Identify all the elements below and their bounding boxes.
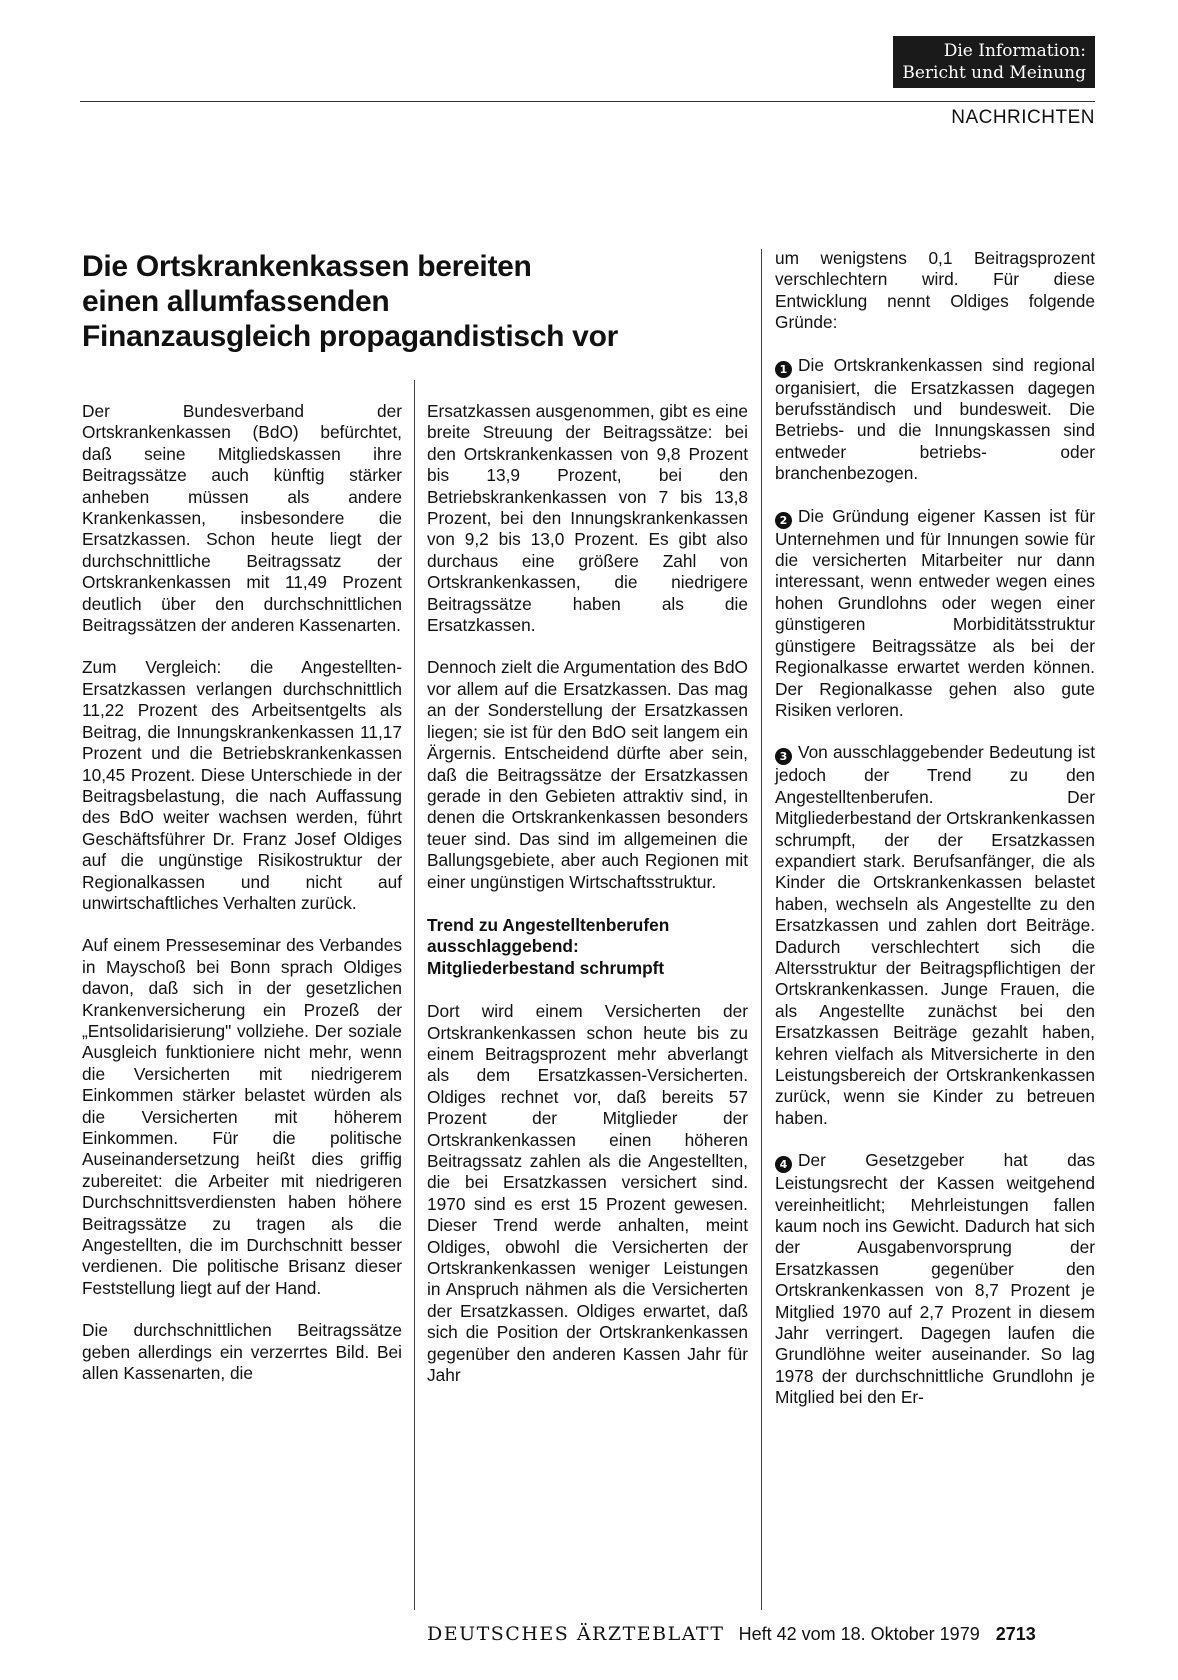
number-2-icon: 2 <box>775 512 792 529</box>
numbered-point <box>775 355 1095 485</box>
title-line: Die Ortskrankenkassen bereiten <box>82 250 532 283</box>
article-column-2 <box>427 401 748 1407</box>
number-4-icon: 4 <box>775 1156 792 1173</box>
paragraph: Ersatzkassen ausgenommen, gibt es eine breite Streuung der Beitragssätze: bei den Ortskrankenkassen von 9,8 Prozent bis 13,9 Prozent, bei den Betriebskrankenkassen von 7 bis 13,8 Prozent, bei den Innungskrankenkassen von 9,2 bis 13,0 Prozent. Es gibt also durchaus eine größere Zahl von Ortskrankenkassen, die niedrigere Beitragssätze haben als die Ersatzkassen. <box>427 401 748 636</box>
numbered-point <box>775 1150 1095 1408</box>
article-column-1 <box>82 401 402 1405</box>
column-divider <box>761 249 762 1610</box>
number-3-icon: 3 <box>775 748 792 765</box>
title-line: Finanzausgleich propagandistisch vor <box>82 320 618 353</box>
banner-line-2: Bericht und Meinung <box>902 63 1086 83</box>
page-number: 2713 <box>995 1624 1036 1644</box>
point-text: Von ausschlaggebender Bedeutung ist jedoch der Trend zu den Angestelltenberufen. Der Mitgliederbestand der Ortskrankenkassen schrumpft, der der Ersatzkassen expandiert stark. Berufsanfänger, die als Kinder die Ortskrankenkassen belastet haben, wechseln als Angestellte zu den Ersatzkassen und zahlen dort Beiträge. Dadurch verschlechtert sich die Altersstruktur der Beitragspflichtigen der Ortskrankenkassen. Junge Frauen, die als Angestellte zunächst bei den Ersatzkassen Beiträge gezahlt haben, kehren vielfach als Mitversicherte in den Leistungsbereich der Ortskrankenkassen zurück, wenn sie Kinder zu betreuen haben. <box>775 742 1095 1128</box>
paragraph: Dennoch zielt die Argumentation des BdO vor allem auf die Ersatzkassen. Das mag an der Sonderstellung der Ersatzkassen liegen; sie ist für den BdO seit langem ein Ärgernis. Entscheidend dürfte aber sein, daß die Beitragssätze der Ersatzkassen gerade in den Gebieten attraktiv sind, in denen die Ortskrankenkassen besonders teuer sind. Das sind im allgemeinen die Ballungsgebiete, aber auch Regionen mit einer ungünstigen Wirtschaftsstruktur. <box>427 657 748 892</box>
issue-info: Heft 42 vom 18. Oktober 1979 <box>738 1624 980 1644</box>
subheading-line: ausschlaggebend: <box>427 936 579 957</box>
column-divider <box>414 380 415 1610</box>
point-text: Die Gründung eigener Kassen ist für Unternehmen und für Innungen sowie für die versicherten Mitarbeiter nur dann interessant, wenn entweder wegen eines hohen Grundlohns oder wegen einer günstigeren Morbiditätsstruktur günstigere Beitragssätze als bei der Regionalkasse erwartet werden können. Der Regionalkasse gehen also gute Risiken verloren. <box>775 505 1095 720</box>
article-title <box>82 249 682 354</box>
numbered-point <box>775 506 1095 722</box>
subheading <box>427 915 748 979</box>
title-line: einen allumfassenden <box>82 285 390 318</box>
page-footer <box>427 1622 1036 1646</box>
paragraph: Auf einem Presseseminar des Verbandes in Mayschoß bei Bonn sprach Oldiges davon, daß sich in der gesetzlichen Krankenversicherung ein Prozeß der „Entsolidarisierung" vollziehe. Der soziale Ausgleich funktioniere nicht mehr, wenn die Versicherten mit niedrigerem Einkommen stärker belastet würden als die Versicherten mit höherem Einkommen. Für die politische Auseinandersetzung heißt dies griffig zubereitet: die Arbeiter mit niedrigeren Durchschnittsverdiensten haben höhere Beitragssätze zu tragen als die Angestellten, die im Durchschnitt besser verdienen. Die politische Brisanz dieser Feststellung liegt auf der Hand. <box>82 935 402 1298</box>
header-rule <box>80 101 1095 102</box>
paragraph: Dort wird einem Versicherten der Ortskrankenkassen schon heute bis zu einem Beitragsprozent mehr abverlangt als dem Ersatzkassen-Versicherten. Oldiges rechnet vor, daß bereits 57 Prozent der Mitglieder der Ortskrankenkassen einen höheren Beitragssatz zahlen als die Angestellten, die bei Ersatzkassen versichert sind. 1970 sind es erst 15 Prozent gewesen. Dieser Trend werde anhalten, meint Oldiges, obwohl die Versicherten der Ortskrankenkassen weniger Leistungen in Anspruch nähmen als die Versicherten der Ersatzkassen. Oldiges erwartet, daß sich die Position der Ortskrankenkassen gegenüber den anderen Kassen Jahr für Jahr <box>427 1001 748 1386</box>
section-label: NACHRICHTEN <box>951 107 1095 128</box>
journal-name: DEUTSCHES ÄRZTEBLATT <box>427 1623 725 1645</box>
paragraph: Die durchschnittlichen Beitragssätze geben allerdings ein verzerrtes Bild. Bei allen Kassenarten, die <box>82 1320 402 1384</box>
article-column-3 <box>775 248 1095 1430</box>
subheading-line: Trend zu Angestelltenberufen <box>427 914 670 935</box>
point-text: Der Gesetzgeber hat das Leistungsrecht der Kassen weitgehend vereinheitlicht; Mehrleistungen fallen kaum noch ins Gewicht. Dadurch hat sich der Ausgabenvorsprung der Ersatzkassen gegenüber den Ortskrankenkassen von 8,7 Prozent je Mitglied 1970 auf 2,7 Prozent in diesem Jahr verringert. Dagegen laufen die Grundlöhne weiter auseinander. So lag 1978 der durchschnittliche Grundlohn je Mitglied bei den Er- <box>775 1150 1095 1408</box>
section-banner <box>893 36 1095 88</box>
number-1-icon: 1 <box>775 361 792 378</box>
point-text: Die Ortskrankenkassen sind regional organisiert, die Ersatzkassen dagegen berufsständisch und bundesweit. Die Betriebs- und die Innungskassen sind entweder betriebs- oder branchenbezogen. <box>775 354 1095 484</box>
subheading-line: Mitgliederbestand schrumpft <box>427 957 665 978</box>
numbered-point <box>775 742 1095 1129</box>
banner-line-1: Die Information: <box>943 41 1086 61</box>
paragraph: Der Bundesverband der Ortskrankenkassen (BdO) befürchtet, daß seine Mitgliedskassen ihre Beitragssätze auch künftig stärker anheben müssen als andere Krankenkassen, insbesondere die Ersatzkassen. Schon heute liegt der durchschnittliche Beitragssatz der Ortskrankenkassen mit 11,49 Prozent deutlich über den durchschnittlichen Beitragssätzen der anderen Kassenarten. <box>82 401 402 636</box>
paragraph: Zum Vergleich: die Angestellten-Ersatzkassen verlangen durchschnittlich 11,22 Prozent des Arbeitsentgelts als Beitrag, die Innungskrankenkassen 11,17 Prozent und die Betriebskrankenkassen 10,45 Prozent. Diese Unterschiede in der Beitragsbelastung, die nach Auffassung des BdO weiter wachsen werden, führt Geschäftsführer Dr. Franz Josef Oldiges auf die ungünstige Risikostruktur der Regionalkassen und nicht auf unwirtschaftliches Verhalten zurück. <box>82 657 402 913</box>
paragraph: um wenigstens 0,1 Beitragsprozent verschlechtern wird. Für diese Entwicklung nennt Oldiges folgende Gründe: <box>775 248 1095 333</box>
